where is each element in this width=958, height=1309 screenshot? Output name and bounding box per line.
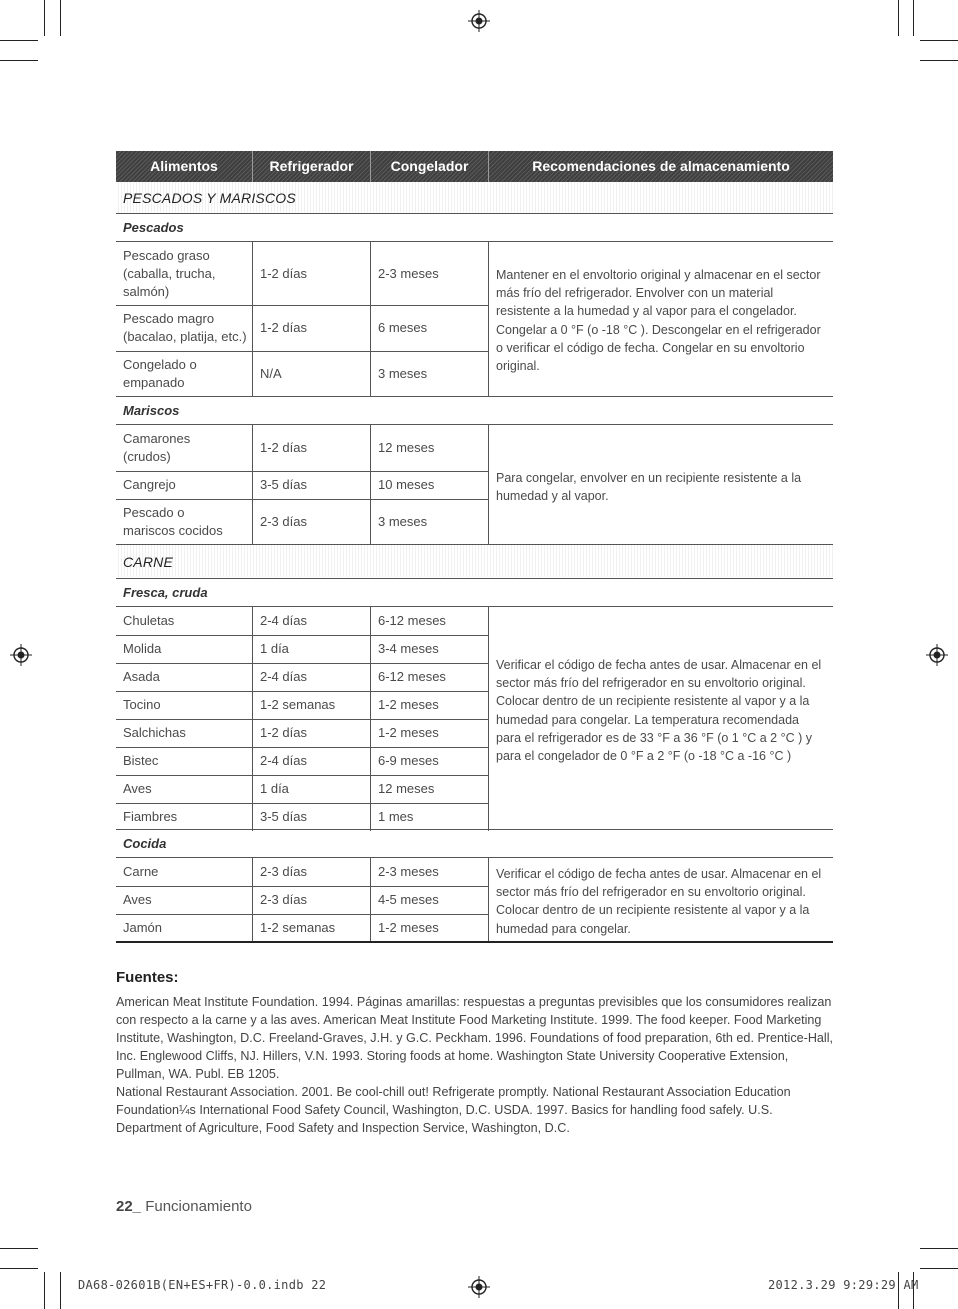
crop-mark [898,0,899,36]
header-fridge: Refrigerador [269,158,354,174]
section-title-fish: PESCADOS Y MARISCOS [123,190,296,206]
sources-paragraph: American Meat Institute Foundation. 1994. Páginas amarillas: respuestas a preguntas previsibles que los consumidores realizan con respecto a la carne y a las aves. American Meat Institute Food Marketing Institute. 1999. The food keeper. Food Marketing Institute, Washington, D.C. Freeland-Graves, J.H. y G.C. Peckham. 1996. Foundations of food preparation, 6th ed. Prentice-Hall, Inc. Englewood Cliffs, NJ. Hillers, V.N. 1993. Storing foods at home. Washington State University Cooperative Extension, Pullman, WA. Publ. EB 1205. [116,995,834,1081]
row-divider [116,719,488,720]
row-divider [116,857,833,858]
subheading-raw: Fresca, cruda [123,585,208,600]
column-divider [488,242,489,396]
row-divider [116,241,833,242]
row-divider [116,886,488,887]
header-food: Alimentos [150,158,218,174]
table-bottom-rule [116,941,833,943]
column-divider [488,607,489,831]
cell-freezer: 3-4 meses [378,641,439,656]
cell-food: Cangrejo [123,477,176,492]
cooked-meat-recommendation: Verificar el código de fecha antes de usar. Almacenar en el sector más frío del refrigerador en su envoltorio original. Colocar dentro de un recipiente resistente al vapor y a la humedad para congelar. [496,867,822,936]
cell-food: Pescado magro (bacalao, platija, etc.) [123,311,247,344]
cell-freezer: 6-12 meses [378,613,446,628]
cell-food: Salchichas [123,725,186,740]
column-divider [370,858,371,942]
crop-mark [920,1248,958,1249]
cell-freezer: 1 mes [378,809,414,824]
crop-mark [0,1248,38,1249]
crop-mark [44,0,45,36]
row-divider [116,351,488,352]
cell-food: Pescado o mariscos cocidos [123,505,223,538]
subheading-fish: Pescados [123,220,184,235]
cell-freezer: 6-12 meses [378,669,446,684]
cell-fridge: 1-2 días [260,440,307,455]
column-divider [488,425,489,545]
cell-freezer: 2-3 meses [378,265,439,281]
row-divider [116,606,833,607]
registration-mark-icon [10,644,32,666]
sources-body [116,993,836,1137]
cell-fridge: 1 día [260,641,289,656]
cell-fridge: 1-2 días [260,265,307,281]
cell-fridge: 1-2 semanas [260,920,336,935]
cell-freezer: 12 meses [378,440,435,455]
row-divider [116,424,833,425]
crop-mark [920,60,958,61]
fish-recommendation: Mantener en el envoltorio original y almacenar en el sector más frío del refrigerador. Envolver con un material resistente a la humedad y al vapor para el congelador. Congelar a 0 °F (o -18 °C ). Descongelar en el refrigerador o verificar el código de fecha. Congelar en su envoltorio original. [496,268,821,374]
row-divider [116,396,833,397]
sources-paragraph: National Restaurant Association. 2001. Be cool-chill out! Refrigerate promptly. National Restaurant Association Education Foundation¼s International Food Safety Council, Washington, D.C. USDA. 1997. Basics for handling food safely. U.S. Department of Agriculture, Food Safety and Inspection Service, Washington, D.C. [116,1085,791,1135]
row-divider [116,747,488,748]
row-divider [116,578,833,579]
cell-fridge: N/A [260,365,282,381]
crop-mark [920,40,958,41]
column-divider [252,607,253,831]
crop-mark [60,1272,61,1309]
print-timestamp: 2012.3.29 9:29:29 AM [768,1278,919,1292]
row-divider [116,803,488,804]
sources-title: Fuentes: [116,969,179,986]
row-divider [116,829,833,830]
registration-mark-icon [468,1276,490,1298]
subheading-shellfish: Mariscos [123,403,180,418]
section-band-meat [116,545,833,577]
cell-fridge: 2-4 días [260,669,307,684]
cell-food: Bistec [123,753,159,768]
cell-freezer: 1-2 meses [378,725,439,740]
row-divider [116,775,488,776]
cell-freezer: 1-2 meses [378,920,439,935]
cell-food: Chuletas [123,613,175,628]
table-header [116,151,833,182]
cell-food: Congelado o empanado [123,356,197,390]
file-slug: DA68-02601B(EN+ES+FR)-0.0.indb 22 [78,1278,327,1292]
footer-section: Funcionamiento [141,1198,252,1215]
subheading-cooked: Cocida [123,836,167,851]
registration-mark-icon [468,10,490,32]
cell-freezer: 2-3 meses [378,864,439,879]
shellfish-recommendation: Para congelar, envolver en un recipiente resistente a la humedad y al vapor. [496,471,802,504]
column-divider [252,858,253,942]
cell-fridge: 1-2 días [260,320,307,335]
crop-mark [920,1268,958,1269]
row-divider [116,914,488,915]
cell-food: Tocino [123,697,161,712]
row-divider [116,635,488,636]
cell-fridge: 2-4 días [260,753,307,768]
cell-freezer: 3 meses [378,514,428,529]
header-freezer: Congelador [390,158,469,174]
raw-meat-recommendation: Verificar el código de fecha antes de usar. Almacenar en el sector más frío del refrigerador en su envoltorio original. Colocar dentro de un recipiente resistente al vapor y a la humedad para congelar. La temperatura recomendada para el refrigerador es de 33 °F a 36 °F (o 1 °C a 2 °C ) y para el congelador de 0 °F a 2 °F (o -18 °C a -16 °C ) [496,658,822,764]
cell-fridge: 2-3 días [260,864,307,879]
cell-food: Aves [123,892,152,907]
column-divider [370,242,371,396]
cell-freezer: 10 meses [378,477,435,492]
cell-freezer: 6-9 meses [378,753,439,768]
cell-freezer: 6 meses [378,320,428,335]
column-divider [252,242,253,396]
row-divider [116,213,833,214]
row-divider [116,663,488,664]
cell-fridge: 1-2 días [260,725,307,740]
cell-fridge: 2-4 días [260,613,307,628]
row-divider [116,499,488,500]
cell-food: Pescado graso (caballa, trucha, salmón) [123,247,216,299]
column-divider [252,425,253,545]
cell-fridge: 2-3 días [260,514,307,529]
cell-freezer: 4-5 meses [378,892,439,907]
column-divider [370,425,371,545]
crop-mark [0,60,38,61]
header-recommendations: Recomendaciones de almacenamiento [532,158,790,174]
cell-food: Carne [123,864,159,879]
crop-mark [913,0,914,36]
cell-food: Molida [123,641,162,656]
crop-mark [0,40,38,41]
crop-mark [60,0,61,36]
page-footer [116,1198,252,1215]
cell-food: Jamón [123,920,163,935]
row-divider [116,691,488,692]
cell-fridge: 3-5 días [260,477,307,492]
cell-fridge: 2-3 días [260,892,307,907]
row-divider [116,305,488,306]
section-band-fish [116,182,833,213]
cell-freezer: 12 meses [378,781,435,796]
cell-fridge: 1-2 semanas [260,697,336,712]
page-number: 22_ [116,1198,142,1215]
crop-mark [44,1272,45,1309]
column-divider [488,858,489,942]
cell-food: Asada [123,669,160,684]
registration-mark-icon [926,644,948,666]
cell-fridge: 1 día [260,781,289,796]
cell-food: Fiambres [123,809,178,824]
cell-freezer: 1-2 meses [378,697,439,712]
column-divider [370,607,371,831]
cell-freezer: 3 meses [378,365,428,381]
cell-fridge: 3-5 días [260,809,307,824]
cell-food: Aves [123,781,152,796]
crop-mark [0,1268,38,1269]
section-title-meat: CARNE [123,554,174,570]
cell-food: Camarones (crudos) [123,431,191,464]
row-divider [116,471,488,472]
